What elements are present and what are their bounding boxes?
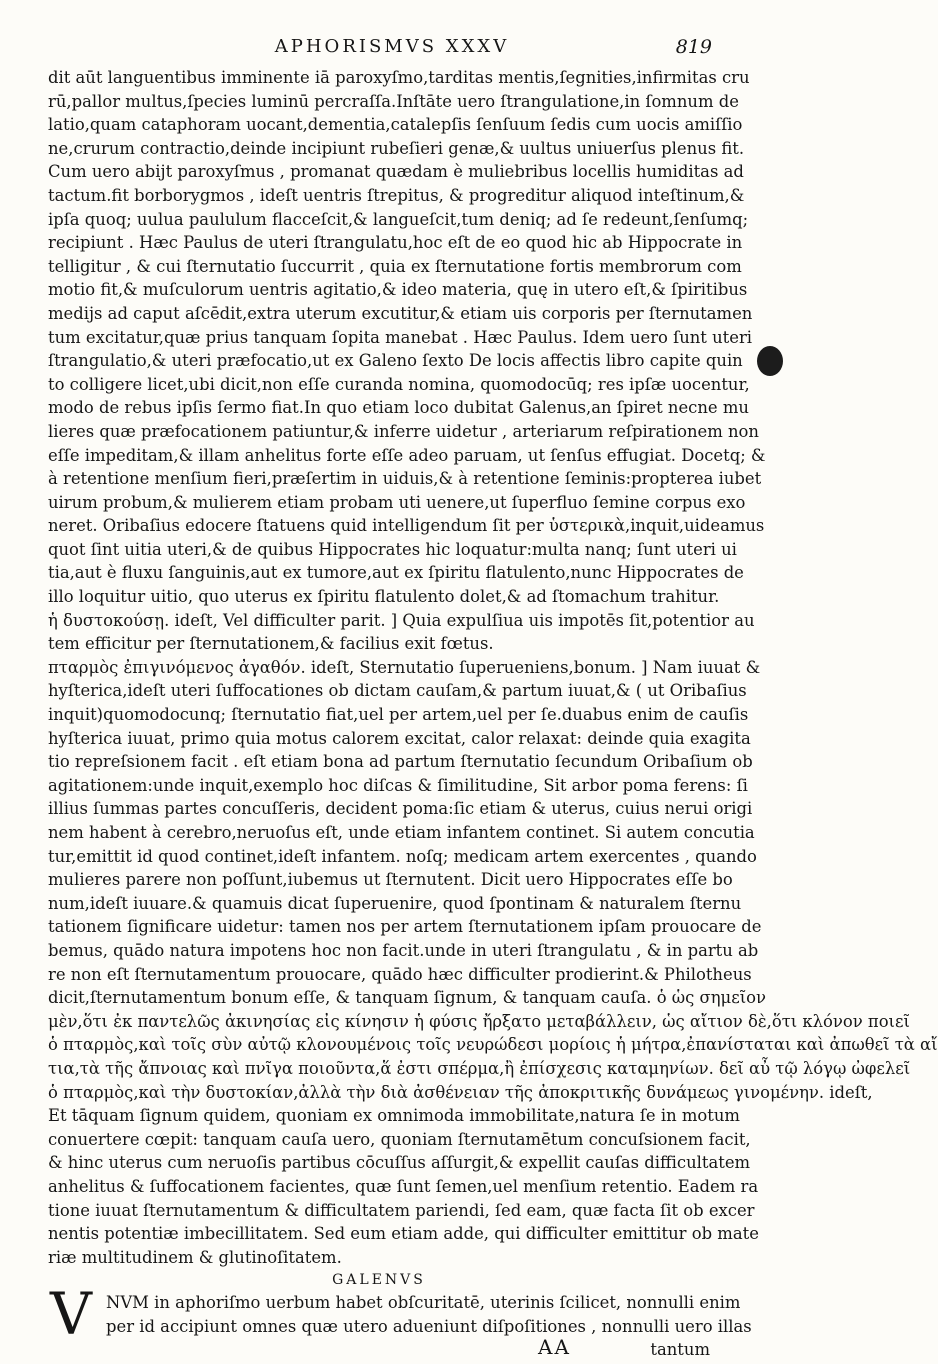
catchword: tantum <box>650 1340 710 1360</box>
paragraph-ptarmos <box>48 656 938 1269</box>
text-line: num,ideſt iuuare.& quamuis dicat ſuperuenire, quod ſpontinam & naturalem ſternu <box>48 893 742 913</box>
text-line: hyſterica,ideſt uteri ſuffocationes ob dictam cauſam,& partum iuuat,& ( ut Oribaſius <box>48 681 747 701</box>
text-line: πταρμὸς ἐπιγινόμενος ἀγαθόν. ideſt, Sternutatio ſuperueniens,bonum. ] Nam iuuat & <box>48 657 761 677</box>
text-line: riæ multitudinem & glutinoſitatem. <box>48 1247 342 1267</box>
body-text <box>48 66 938 1364</box>
paragraph-paulus <box>48 66 766 609</box>
text-line: to colligere licet,ubi dicit,non eſſe curanda nomina, quomodocūq; res ipſæ uocentur, <box>48 374 750 394</box>
text-line: ſtrangulatio,& uteri præfocatio,ut ex Galeno ſexto De locis affectis libro capite quin <box>48 351 743 371</box>
text-line: quot ſint uitia uteri,& de quibus Hippocrates hic loquatur:multa nanq; ſunt uteri ui <box>48 539 737 559</box>
text-line: ipſa quoq; uulua paululum flacceſcit,& langueſcit,tum deniq; ad ſe redeunt,ſenſumq; <box>48 209 749 229</box>
text-line: motio fit,& muſculorum uentris agitatio,& ideo materia, quę in utero eſt,& ſpiritibus <box>48 280 748 300</box>
text-line: nentis potentiæ imbecillitatem. Sed eum etiam adde, qui difficulter emittitur ob mate <box>48 1224 759 1244</box>
text-line: tationem ſignificare uidetur: tamen nos per artem ſternutationem ipſam prouocare de <box>48 917 762 937</box>
text-line: NVM in aphoriſmo uerbum habet obſcuritatē, uterinis ſcilicet, nonnulli enim <box>106 1293 741 1313</box>
text-line: Cum uero abijt paroxyſmus , promanat quædam è muliebribus locellis humiditas ad <box>48 162 744 182</box>
text-line: telligitur , & cui ſternutatio ſuccurrit , quia ex ſternutatione fortis membrorum com <box>48 256 742 276</box>
running-title: APHORISMVS XXXV <box>274 36 510 57</box>
text-line: tia,aut è fluxu ſanguinis,aut ex tumore,aut ex ſpiritu flatulento,nunc Hippocrates de <box>48 563 744 583</box>
page-header <box>52 36 712 66</box>
text-line: ὁ πταρμὸς,καὶ τὴν δυστοκίαν,ἀλλὰ τὴν διὰ ἀσθένειαν τῆς ἀποκριτικῆς δυνάμεως γινομένην. ideſt, <box>48 1082 873 1102</box>
galen-lines <box>48 1291 752 1338</box>
text-line: per id accipiunt omnes quæ utero adueniunt diſpoſitiones , nonnulli uero illas <box>106 1316 752 1336</box>
text-line: medijs ad caput aſcēdit,extra uterum excutitur,& etiam uis corporis per ſternutamen <box>48 303 753 323</box>
text-line: tio repreſsionem facit . eſt etiam bona ad partum ſternutatio ſecundum Oribaſium ob <box>48 752 753 772</box>
text-line: modo de rebus ipſis ſermo fiat.In quo etiam loco dubitat Galenus,an ſpiret necne mu <box>48 398 749 418</box>
text-line: illo loquitur uitio, quo uterus ex ſpiritu flatulento dolet,& ad ſtomachum trahitur. <box>48 587 720 607</box>
text-line: bemus, quādo natura impotens hoc non facit.unde in uteri ſtrangulatu , & in partu ab <box>48 940 759 960</box>
text-line: ὁ πταρμὸς,καὶ τοῖς σὺν αὐτῷ κλονουμένοις τοῖς νευρώδεσι μορίοις ἡ μήτρα,ἐπανίσταται καὶ ἀπωθεῖ τὰ αἴ <box>48 1035 938 1055</box>
text-line: neret. Oribaſius edocere ſtatuens quid intelligendum ſit per ὑστερικὰ,inquit,uideamus <box>48 516 765 536</box>
text-line: rū,pallor multus,ſpecies luminū percraſſa.Inſtāte uero ſtrangulatione,in ſomnum de <box>48 91 739 111</box>
text-line: conuertere cœpit: tanquam cauſa uero, quoniam ſternutamētum concuſsionem facit, <box>48 1129 751 1149</box>
text-line: hyſterica iuuat, primo quia motus calorem excitat, calor relaxat: deinde quia exagita <box>48 728 751 748</box>
text-line: ἡ δυστοκούσῃ. ideſt, Vel difficulter parit. ] Quia expulſiua uis impotēs ſit,potentior au <box>48 610 755 630</box>
text-line: Et tāquam ſignum quidem, quoniam ex omnimoda immobilitate,natura ſe in motum <box>48 1106 740 1126</box>
text-line: lieres quæ præfocationem patiuntur,& inferre uidetur , arteriarum reſpirationem non <box>48 421 759 441</box>
text-line: latio,quam cataphoram uocant,dementia,catalepſis ſenſuum ſedis cum uocis amiſſio <box>48 115 743 135</box>
ink-blot <box>757 346 783 376</box>
text-line: tur,emittit id quod continet,ideſt infantem. noſq; medicam artem exercentes , quando <box>48 846 757 866</box>
dropcap-initial: V <box>50 1280 92 1349</box>
text-line: nem habent à cerebro,neruoſus eſt, unde etiam infantem continet. Si autem concutia <box>48 823 755 842</box>
signature-mark: AA <box>538 1335 571 1360</box>
text-line: τια,τὰ τῆς ἄπνοιας καὶ πνῖγα ποιοῦντα,ἅ ἐστι σπέρμα,ἢ ἐπίσχεσις καταμηνίων. δεῖ αὖ τῷ λόγῳ ὠφελεῖ <box>48 1058 911 1078</box>
text-line: tum excitatur,quæ prius tanquam ſopita manebat . Hæc Paulus. Idem uero ſunt uteri <box>48 327 753 347</box>
page-footer <box>48 1335 710 1364</box>
text-line: recipiunt . Hæc Paulus de uteri ſtrangulatu,hoc eſt de eo quod hic ab Hippocrate in <box>48 233 743 253</box>
text-line: dit aūt languentibus imminente iā paroxyſmo,tarditas mentis,ſegnities,infirmitas cru <box>48 68 750 87</box>
page-number: 819 <box>675 36 712 58</box>
text-line: tactum.fit borborygmos , ideſt uentris ſtrepitus, & progreditur aliquod inteſtinum,& <box>48 185 745 205</box>
text-line: mulieres parere non poſſunt,iubemus ut ſternutent. Dicit uero Hippocrates eſſe bo <box>48 870 733 890</box>
text-line: inquit)quomodocunq; ſternutatio fiat,uel per artem,uel per ſe.duabus enim de cauſis <box>48 705 749 725</box>
text-line: à retentione menſium fieri,præſertim in uiduis,& à retentione ſeminis:propterea iubet <box>48 469 762 489</box>
text-line: anhelitus & ſuffocationem facientes, quæ ſunt ſemen,uel menſium retentio. Eadem ra <box>48 1176 759 1196</box>
paragraph-dystokousei <box>48 609 755 656</box>
text-line: eſſe impeditam,& illam anhelitus forte eſſe adeo paruam, ut ſenſus effugiat. Docetq; & <box>48 445 766 465</box>
text-line: agitationem:unde inquit,exemplo hoc diſcas & ſimilitudine, Sit arbor poma ferens: ſi <box>48 775 748 795</box>
text-line: ne,crurum contractio,deinde incipiunt rubeſieri genæ,& uultus uniuerſus plenus fit. <box>48 138 745 158</box>
text-line: tione iuuat ſternutamentum & difficultatem pariendi, ſed eam, quæ facta ſit ob excer <box>48 1200 755 1220</box>
text-line: re non eſt ſternutamentum prouocare, quādo hæc difficulter prodierint.& Philotheus <box>48 964 752 984</box>
text-line: & hinc uterus cum neruoſis partibus cōcuſſus aſſurgit,& expellit cauſas difficultatem <box>48 1153 751 1173</box>
text-line: uirum probum,& mulierem etiam probam uti uenere,ut ſuperfluo ſemine corpus exo <box>48 492 746 512</box>
text-line: μὲν,ὅτι ἐκ παντελῶς ἀκινησίας εἰς κίνησιν ἡ φύσις ἤρξατο μεταβάλλειν, ὡς αἴτιον δὲ,ὅτι κλόνον ποιεῖ <box>48 1011 910 1031</box>
text-line: dicit,ſternutamentum bonum eſſe, & tanquam ſignum, & tanquam cauſa. ὁ ὡς σημεῖον <box>48 988 766 1008</box>
text-line: illius ſummas partes concuſſeris, decident poma:ſic etiam & uterus, cuius nerui origi <box>48 799 753 819</box>
text-line: tem efficitur per ſternutationem,& facilius exit fœtus. <box>48 634 494 654</box>
section-heading: GALENVS <box>332 1272 426 1289</box>
